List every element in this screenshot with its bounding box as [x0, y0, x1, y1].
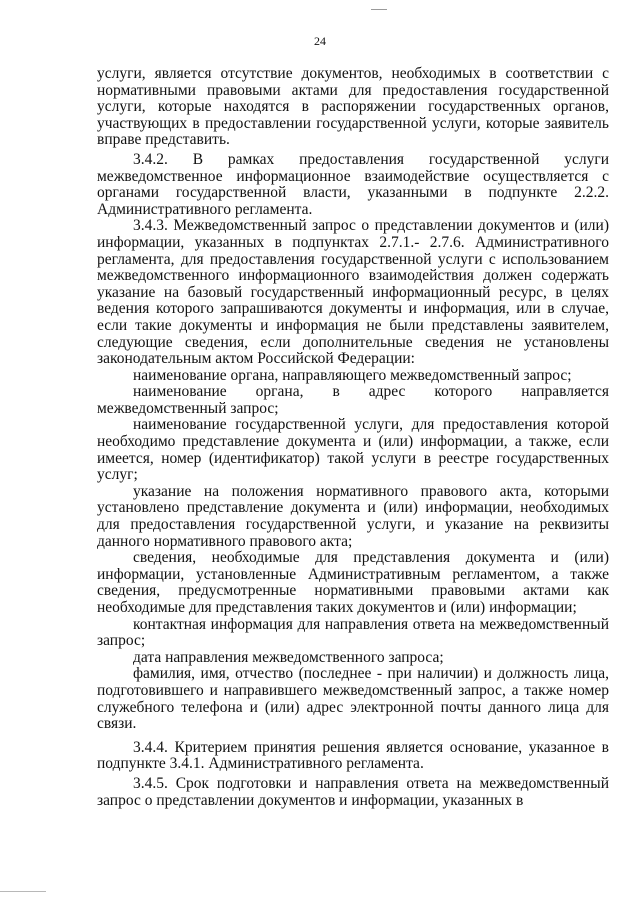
scan-artifact-top: [371, 9, 387, 10]
paragraph-3-4-2: 3.4.2. В рамках предоставления государственной услуги межведомственное информационное взаимодействие осуществляется с органами государственной власти, указанными в подпункте 2.2.2. Административного регламента.: [97, 150, 609, 218]
paragraph-continuation: услуги, является отсутствие документов, необходимых в соответствии с нормативными правовыми актами для предоставления государственной услуги, которые находятся в распоряжении государственных органов, участвующих в предоставлении государственной услуги, которые заявитель вправе представить.: [97, 65, 609, 149]
list-item-service-name: наименование государственной услуги, для предоставления которой необходимо представление документа и (или) информации, а также, если имеется, номер (идентификатор) такой услуги в реестре государственных услуг;: [97, 416, 609, 484]
document-body: [97, 66, 609, 809]
list-item-requesting-body: наименование органа, направляющего межведомственный запрос;: [133, 366, 572, 384]
scan-artifact-bottom: [0, 891, 46, 892]
list-item-required-info: сведения, необходимые для представления документа и (или) информации, установленные Административным регламентом, а также сведения, предусмотренные нормативными правовыми актами как необходимые для представления таких документов и (или) информации;: [97, 549, 609, 616]
list-item-contact-info: контактная информация для направления ответа на межведомственный запрос;: [97, 615, 609, 650]
page-number: 24: [314, 34, 326, 48]
list-item-responsible-person: фамилия, имя, отчество (последнее - при наличии) и должность лица, подготовившего и направившего межведомственный запрос, а также номер служебного телефона и (или) адрес электронной почты данного лица для связи.: [97, 665, 609, 733]
paragraph-3-4-5: 3.4.5. Срок подготовки и направления ответа на межведомственный запрос о представлении документов и информации, указанных в: [97, 774, 609, 809]
list-item-legal-act: указание на положения нормативного правового акта, которыми установлено представление документа и (или) информации, необходимых для предоставления государственной услуги, и указание на реквизиты данного нормативного правового акта;: [97, 482, 609, 550]
paragraph-3-4-3: 3.4.3. Межведомственный запрос о представлении документов и (или) информации, указанных в подпунктах 2.7.1.- 2.7.6. Административного регламента, для предоставления государственной услуги с использованием межведомственного информационного взаимодействия должен содержать указание на базовый государственный информационный ресурс, в целях ведения которого запрашиваются документы и информация, или в случае, если такие документы и информация не были представлены заявителем, следующие сведения, если дополнительные сведения не установлены законодательным актом Российской Федерации:: [97, 217, 609, 368]
paragraph-3-4-4: 3.4.4. Критерием принятия решения является основание, указанное в подпункте 3.4.1. Административного регламента.: [97, 738, 609, 773]
list-item-addressee-body: наименование органа, в адрес которого направляется межведомственный запрос;: [97, 383, 609, 417]
list-item-request-date: дата направления межведомственного запроса;: [133, 648, 444, 666]
